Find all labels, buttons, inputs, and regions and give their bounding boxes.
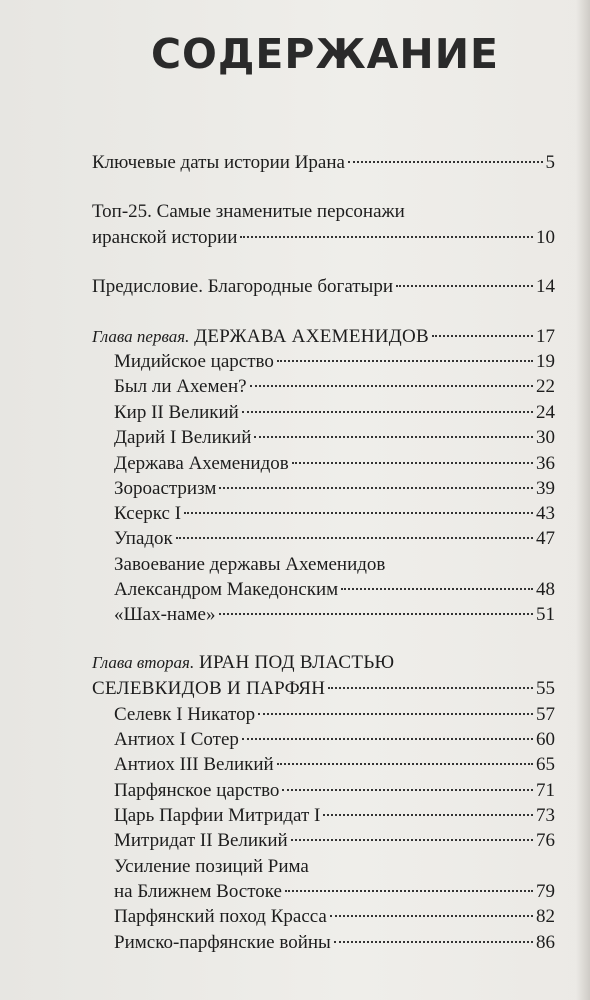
toc-entry-title: Римско-парфянские войны	[114, 932, 331, 953]
toc-entry-page: 57	[536, 704, 555, 725]
toc-entry-title: Зороастризм	[114, 478, 217, 499]
dot-leader	[242, 410, 533, 413]
toc-entry	[114, 526, 555, 552]
toc-entry	[114, 501, 555, 527]
dot-leader	[341, 587, 533, 590]
dot-leader	[176, 536, 533, 539]
toc-entry-title: «Шах-наме»	[114, 604, 216, 625]
toc-entry-title: Парфянское царство	[114, 780, 280, 801]
toc-entry-page: 19	[536, 351, 555, 372]
toc-entry-title: Ксеркс I	[114, 503, 182, 524]
dot-leader	[250, 384, 533, 387]
toc-entry-title: Ключевые даты истории Ирана	[92, 152, 345, 173]
dot-leader	[330, 914, 533, 917]
dot-leader	[396, 284, 533, 287]
toc-entry-page: 86	[536, 932, 555, 953]
toc-entry-page: 24	[536, 402, 555, 423]
toc-entry-title: СЕЛЕВКИДОВ И ПАРФЯН	[92, 678, 326, 699]
dot-leader	[334, 940, 533, 943]
toc-entry-page: 51	[536, 604, 555, 625]
dot-leader	[184, 511, 533, 514]
toc-entry-page: 10	[536, 227, 555, 248]
toc-entry-title: на Ближнем Востоке	[114, 881, 282, 902]
dot-leader	[258, 712, 533, 715]
dot-leader	[240, 235, 533, 238]
toc-entry-title	[92, 324, 429, 350]
dot-leader	[219, 486, 533, 489]
dot-leader	[432, 334, 533, 337]
toc-entry	[114, 778, 555, 804]
toc-entry-page: 5	[545, 152, 555, 173]
toc-entry	[114, 602, 555, 628]
toc-entry	[114, 425, 555, 451]
toc-entry-title-line: Усиление позиций Рима	[114, 856, 309, 877]
toc-entry-title: Антиох III Великий	[114, 754, 274, 775]
toc-entry	[114, 702, 555, 728]
toc-entry-title: Селевк I Никатор	[114, 704, 256, 725]
toc-entry-page: 79	[536, 881, 555, 902]
toc-entry-title: Кир II Великий	[114, 402, 239, 423]
toc-entry	[114, 349, 555, 375]
toc-entry-title: Парфянский поход Красса	[114, 906, 327, 927]
toc-entry	[114, 727, 555, 753]
dot-leader	[242, 737, 533, 740]
dot-leader	[254, 435, 533, 438]
toc-entry-page: 14	[536, 276, 555, 297]
dot-leader	[292, 461, 533, 464]
toc-entry-page: 76	[536, 830, 555, 851]
dot-leader	[285, 889, 533, 892]
toc-entry-title: Мидийское царство	[114, 351, 274, 372]
dot-leader	[328, 686, 533, 689]
toc-entry	[92, 150, 555, 176]
dot-leader	[277, 359, 533, 362]
toc-entry-page: 48	[536, 579, 555, 600]
toc-entry-page: 22	[536, 376, 555, 397]
toc-entry	[114, 374, 555, 400]
dot-leader	[348, 160, 543, 163]
chapter-title: ДЕРЖАВА АХЕМЕНИДОВ	[194, 326, 430, 347]
toc-chapter-title-line	[92, 650, 394, 676]
toc-entry-title: Митридат II Великий	[114, 830, 288, 851]
toc-entry-page: 55	[536, 678, 555, 699]
toc-entry	[114, 476, 555, 502]
toc-entry	[114, 828, 555, 854]
toc-entry-page: 17	[536, 326, 555, 347]
toc-entry	[114, 879, 555, 905]
toc-entry-page: 82	[536, 906, 555, 927]
toc-entry	[92, 274, 555, 300]
toc-entry	[114, 577, 555, 603]
toc-entry	[114, 752, 555, 778]
toc-entry-title: Держава Ахеменидов	[114, 453, 289, 474]
chapter-prefix: Глава вторая.	[92, 653, 195, 672]
toc-entry-title: Царь Парфии Митридат I	[114, 805, 321, 826]
toc-entry	[114, 803, 555, 829]
toc-entry-page: 36	[536, 453, 555, 474]
toc-entry	[114, 930, 555, 956]
dot-leader	[277, 762, 533, 765]
toc-entry-title-line: Завоевание державы Ахеменидов	[114, 554, 386, 575]
toc-entry-page: 39	[536, 478, 555, 499]
toc-entry-page: 47	[536, 528, 555, 549]
toc-entry-page: 71	[536, 780, 555, 801]
toc-entry-page: 43	[536, 503, 555, 524]
toc-entry-title: Предисловие. Благородные богатыри	[92, 276, 393, 297]
toc-entry	[114, 904, 555, 930]
dot-leader	[282, 788, 533, 791]
chapter-prefix: Глава первая.	[92, 327, 190, 346]
toc-entry	[114, 400, 555, 426]
dot-leader	[219, 612, 534, 615]
toc-entry-title: Александром Македонским	[114, 579, 339, 600]
toc-entry-page: 30	[536, 427, 555, 448]
toc-entry-title: иранской истории	[92, 227, 238, 248]
toc-entry-page: 65	[536, 754, 555, 775]
toc-entry-title: Антиох I Сотер	[114, 729, 239, 750]
dot-leader	[323, 813, 533, 816]
toc-chapter-entry	[92, 676, 555, 702]
page-title: СОДЕРЖАНИЕ	[150, 30, 500, 78]
toc-entry	[114, 451, 555, 477]
toc-entry	[92, 225, 555, 251]
toc-entry-title: Дарий I Великий	[114, 427, 252, 448]
toc-entry-title: Был ли Ахемен?	[114, 376, 247, 397]
toc-entry-title: Упадок	[114, 528, 173, 549]
toc-entry-page: 73	[536, 805, 555, 826]
toc-chapter-entry	[92, 324, 555, 350]
toc-entry-page: 60	[536, 729, 555, 750]
chapter-title-part: ИРАН ПОД ВЛАСТЬЮ	[198, 652, 395, 673]
dot-leader	[291, 838, 533, 841]
toc-entry-title-line: Топ-25. Самые знаменитые персонажи	[92, 201, 405, 222]
